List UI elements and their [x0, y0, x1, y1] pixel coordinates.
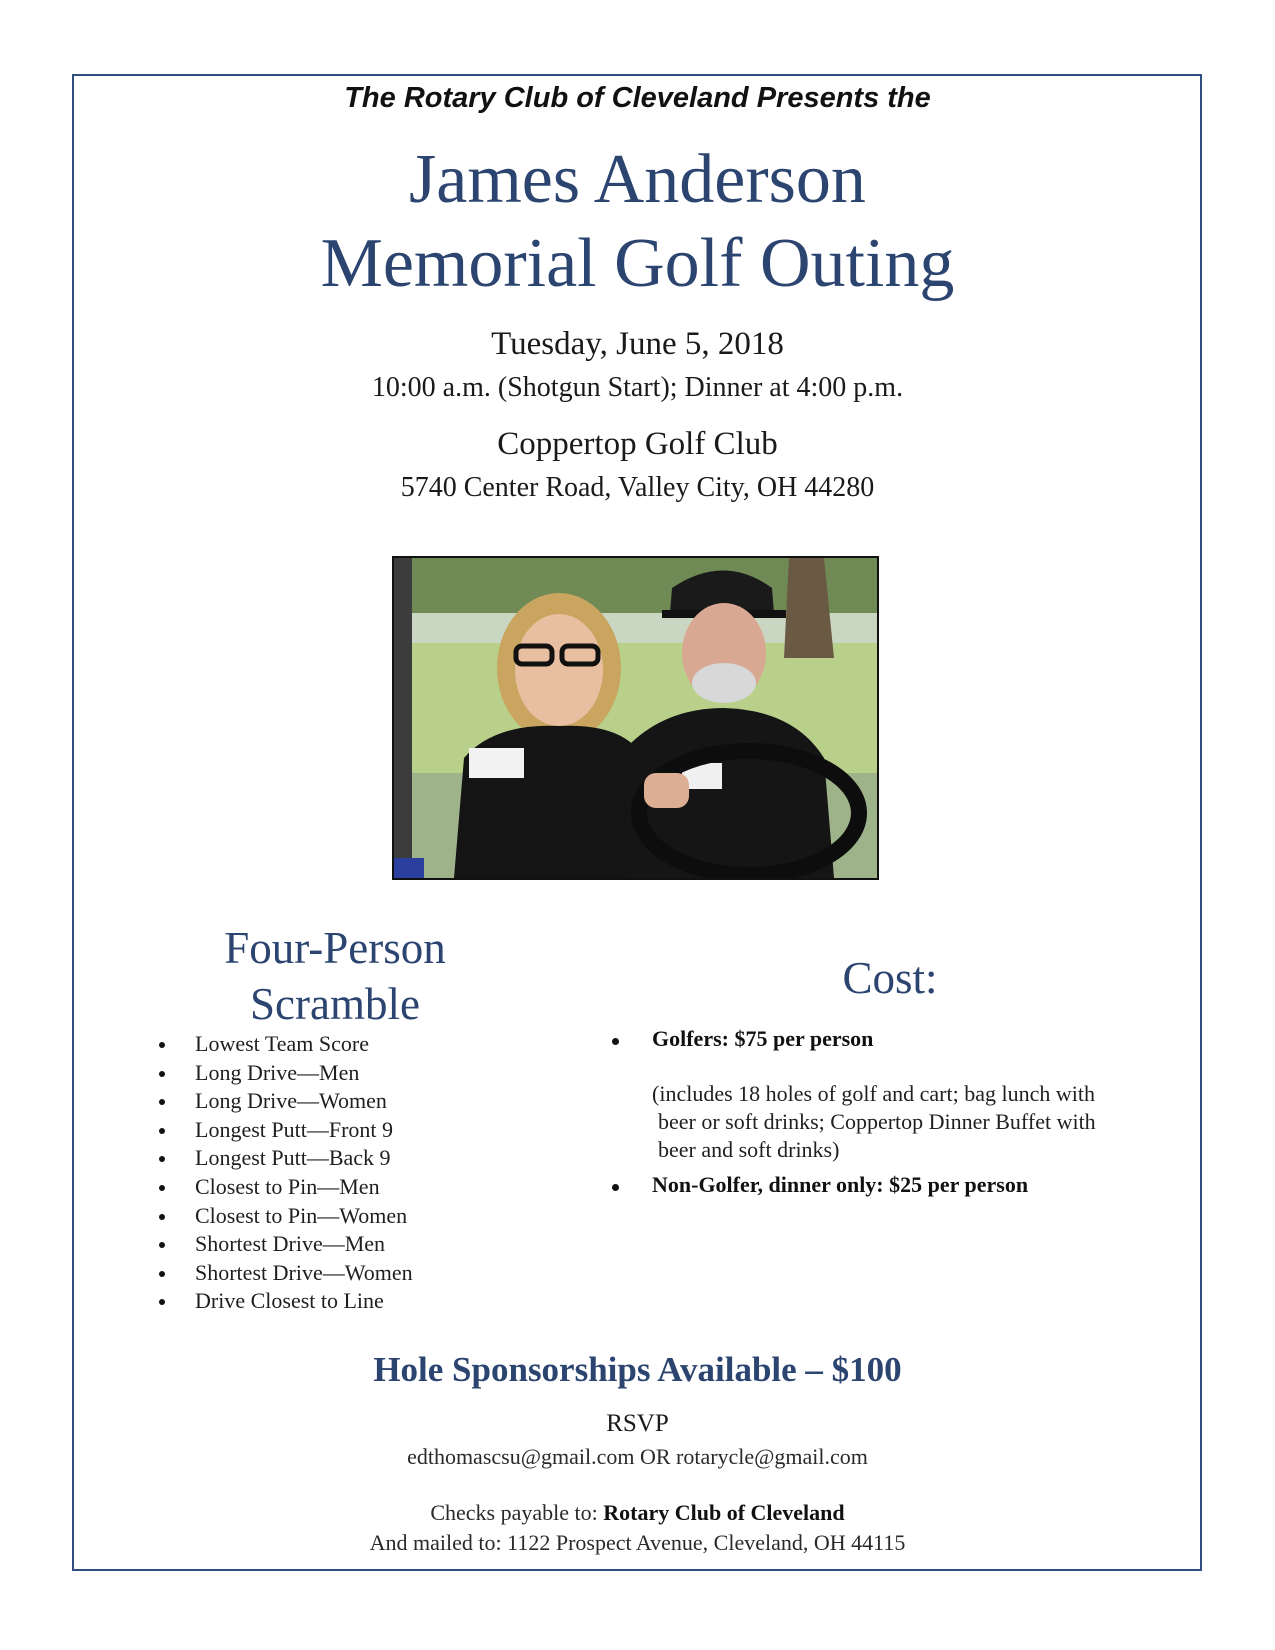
cost-note-line-3: beer and soft drinks)	[658, 1137, 840, 1162]
scramble-contest-list	[155, 1030, 413, 1316]
event-title-line-1: James Anderson	[409, 141, 866, 218]
list-item: Drive Closest to Line	[155, 1287, 413, 1316]
event-venue: Coppertop Golf Club	[497, 426, 778, 462]
presents-line: The Rotary Club of Cleveland Presents the	[344, 82, 931, 114]
cost-golfers-note	[652, 1080, 1172, 1164]
cost-non-golfer-item	[612, 1172, 1028, 1198]
list-item: Shortest Drive—Women	[155, 1259, 413, 1288]
rsvp-emails: edthomascsu@gmail.com OR rotarycle@gmail.com	[407, 1444, 868, 1469]
photo-golfers-in-cart	[394, 558, 877, 878]
list-item: Long Drive—Women	[155, 1087, 413, 1116]
bullet-icon	[612, 1184, 619, 1191]
list-item: Longest Putt—Front 9	[155, 1116, 413, 1145]
sponsorships-heading: Hole Sponsorships Available – $100	[373, 1350, 902, 1389]
checks-prefix: Checks payable to:	[430, 1500, 604, 1525]
cost-note-line-1: (includes 18 holes of golf and cart; bag lunch with	[652, 1081, 1095, 1106]
checks-payee: Rotary Club of Cleveland	[603, 1500, 845, 1525]
event-photo	[392, 556, 879, 880]
rsvp-label: RSVP	[606, 1410, 669, 1437]
scramble-heading-line-1: Four-Person	[224, 923, 446, 973]
list-item: Lowest Team Score	[155, 1030, 413, 1059]
mailing-address: And mailed to: 1122 Prospect Avenue, Cleveland, OH 44115	[369, 1530, 906, 1555]
event-title-line-2: Memorial Golf Outing	[320, 225, 955, 302]
cost-golfers-item	[612, 1026, 873, 1052]
event-time: 10:00 a.m. (Shotgun Start); Dinner at 4:00 p.m.	[371, 372, 904, 403]
list-item: Closest to Pin—Women	[155, 1202, 413, 1231]
list-item: Long Drive—Men	[155, 1059, 413, 1088]
bullet-icon	[612, 1038, 619, 1045]
event-date: Tuesday, June 5, 2018	[491, 326, 784, 362]
cost-golfers-label: Golfers: $75 per person	[652, 1026, 874, 1051]
scramble-heading	[150, 920, 520, 1032]
list-item: Shortest Drive—Men	[155, 1230, 413, 1259]
event-address: 5740 Center Road, Valley City, OH 44280	[400, 472, 875, 503]
event-title	[0, 138, 1275, 306]
checks-payable-line	[0, 1500, 1275, 1526]
list-item: Longest Putt—Back 9	[155, 1144, 413, 1173]
list-item: Closest to Pin—Men	[155, 1173, 413, 1202]
cost-non-golfer-label: Non-Golfer, dinner only: $25 per person	[652, 1172, 1029, 1197]
cost-note-line-2: beer or soft drinks; Coppertop Dinner Buffet with	[658, 1109, 1096, 1134]
cost-heading: Cost:	[842, 953, 938, 1003]
scramble-heading-line-2: Scramble	[250, 979, 420, 1029]
